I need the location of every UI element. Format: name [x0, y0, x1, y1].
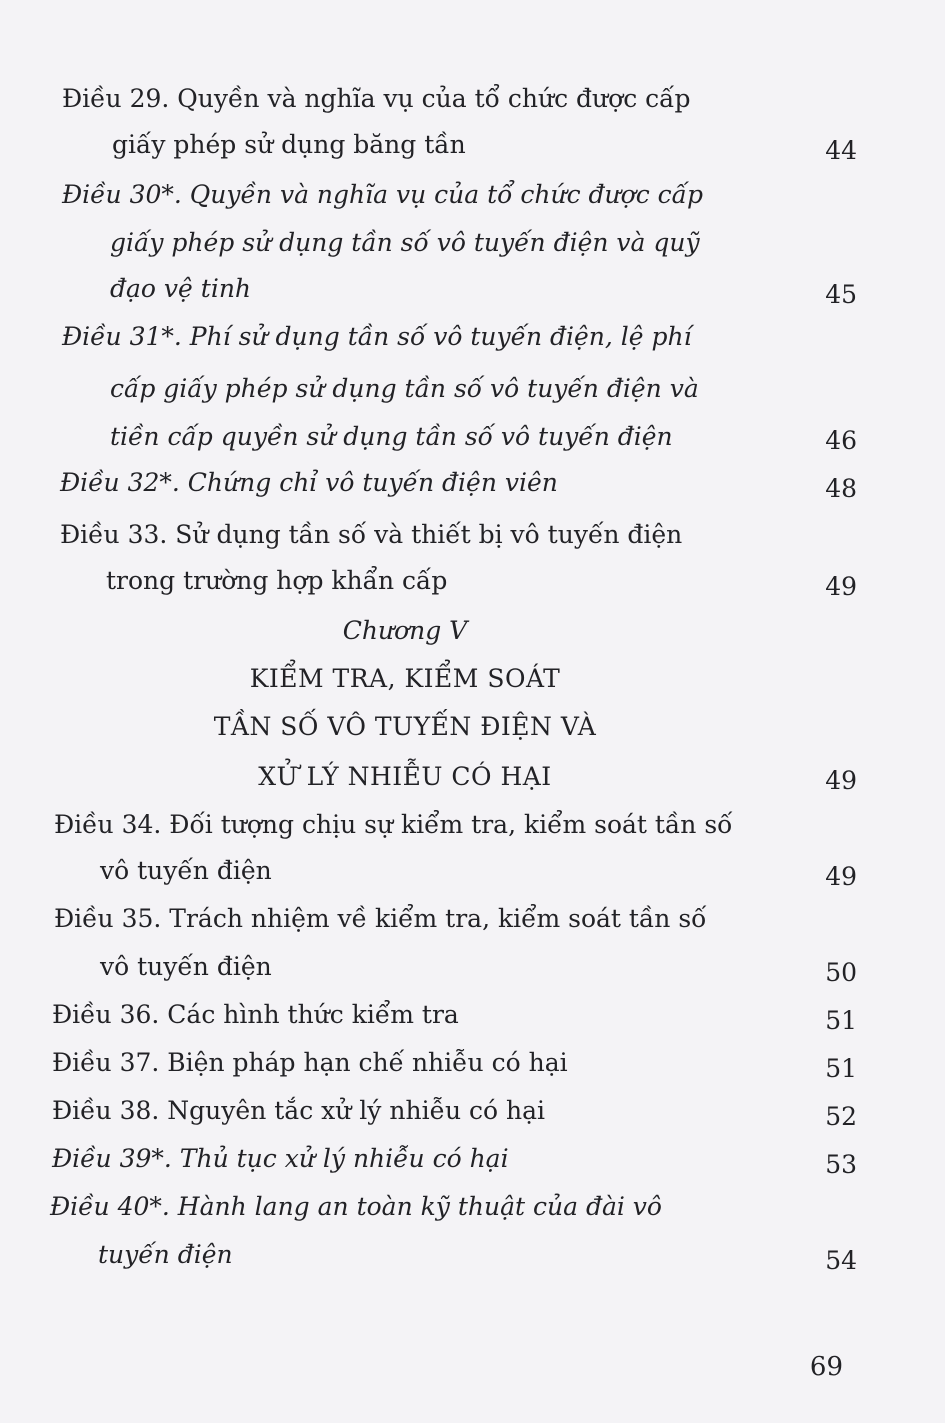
- toc-entry-line: vô tuyến điện: [100, 856, 272, 885]
- chapter-label: Chương V: [342, 616, 468, 645]
- chapter-title-line: KIỂM TRA, KIỂM SOÁT: [249, 664, 561, 693]
- toc-entry-line: Điều 33. Sử dụng tần số và thiết bị vô tuyến điện: [60, 520, 683, 549]
- toc-page-number: 54: [825, 1246, 857, 1275]
- chapter-title-line: XỬ LÝ NHIỄU CÓ HẠI: [258, 762, 552, 791]
- toc-page-number: 53: [825, 1150, 857, 1179]
- toc-page-number: 44: [825, 136, 857, 165]
- toc-page-number: 48: [825, 474, 857, 503]
- toc-entry-line: Điều 32*. Chứng chỉ vô tuyến điện viên: [60, 468, 558, 497]
- toc-entry-line: Điều 35. Trách nhiệm về kiểm tra, kiểm soát tần số: [54, 904, 707, 933]
- toc-entry-line: Điều 39*. Thủ tục xử lý nhiễu có hại: [52, 1144, 509, 1173]
- toc-entry-line: giấy phép sử dụng băng tần: [112, 130, 466, 159]
- toc-entry-line: trong trường hợp khẩn cấp: [106, 566, 448, 595]
- toc-entry-line: Điều 37. Biện pháp hạn chế nhiễu có hại: [52, 1048, 568, 1077]
- toc-page-number: 49: [825, 862, 857, 891]
- toc-entry-line: Điều 36. Các hình thức kiểm tra: [52, 1000, 459, 1029]
- toc-page-number: 49: [825, 766, 857, 795]
- toc-entry-line: giấy phép sử dụng tần số vô tuyến điện và quỹ: [110, 228, 700, 257]
- toc-entry-line: vô tuyến điện: [100, 952, 272, 981]
- toc-page-number: 51: [825, 1006, 857, 1035]
- chapter-title-line: TẦN SỐ VÔ TUYẾN ĐIỆN VÀ: [213, 712, 597, 741]
- toc-entry-line: Điều 30*. Quyền và nghĩa vụ của tổ chức được cấp: [62, 180, 703, 209]
- toc-entry-line: Điều 29. Quyền và nghĩa vụ của tổ chức được cấp: [62, 84, 691, 113]
- toc-page-number: 49: [825, 572, 857, 601]
- toc-page-number: 51: [825, 1054, 857, 1083]
- toc-entry-line: tuyến điện: [98, 1240, 233, 1269]
- toc-entry-line: Điều 34. Đối tượng chịu sự kiểm tra, kiểm soát tần số: [54, 810, 733, 839]
- toc-entry-line: cấp giấy phép sử dụng tần số vô tuyến điện và: [110, 374, 699, 403]
- toc-entry-line: Điều 31*. Phí sử dụng tần số vô tuyến điện, lệ phí: [62, 322, 692, 351]
- toc-page-number: 46: [825, 426, 857, 455]
- page-number: 69: [809, 1352, 843, 1382]
- toc-entry-line: Điều 40*. Hành lang an toàn kỹ thuật của đài vô: [50, 1192, 662, 1221]
- toc-page-number: 52: [825, 1102, 857, 1131]
- toc-entry-line: Điều 38. Nguyên tắc xử lý nhiễu có hại: [52, 1096, 545, 1125]
- toc-entry-line: tiền cấp quyền sử dụng tần số vô tuyến điện: [110, 422, 673, 451]
- toc-page-number: 50: [825, 958, 857, 987]
- toc-entry-line: đạo vệ tinh: [110, 274, 252, 303]
- toc-page-number: 45: [825, 280, 857, 309]
